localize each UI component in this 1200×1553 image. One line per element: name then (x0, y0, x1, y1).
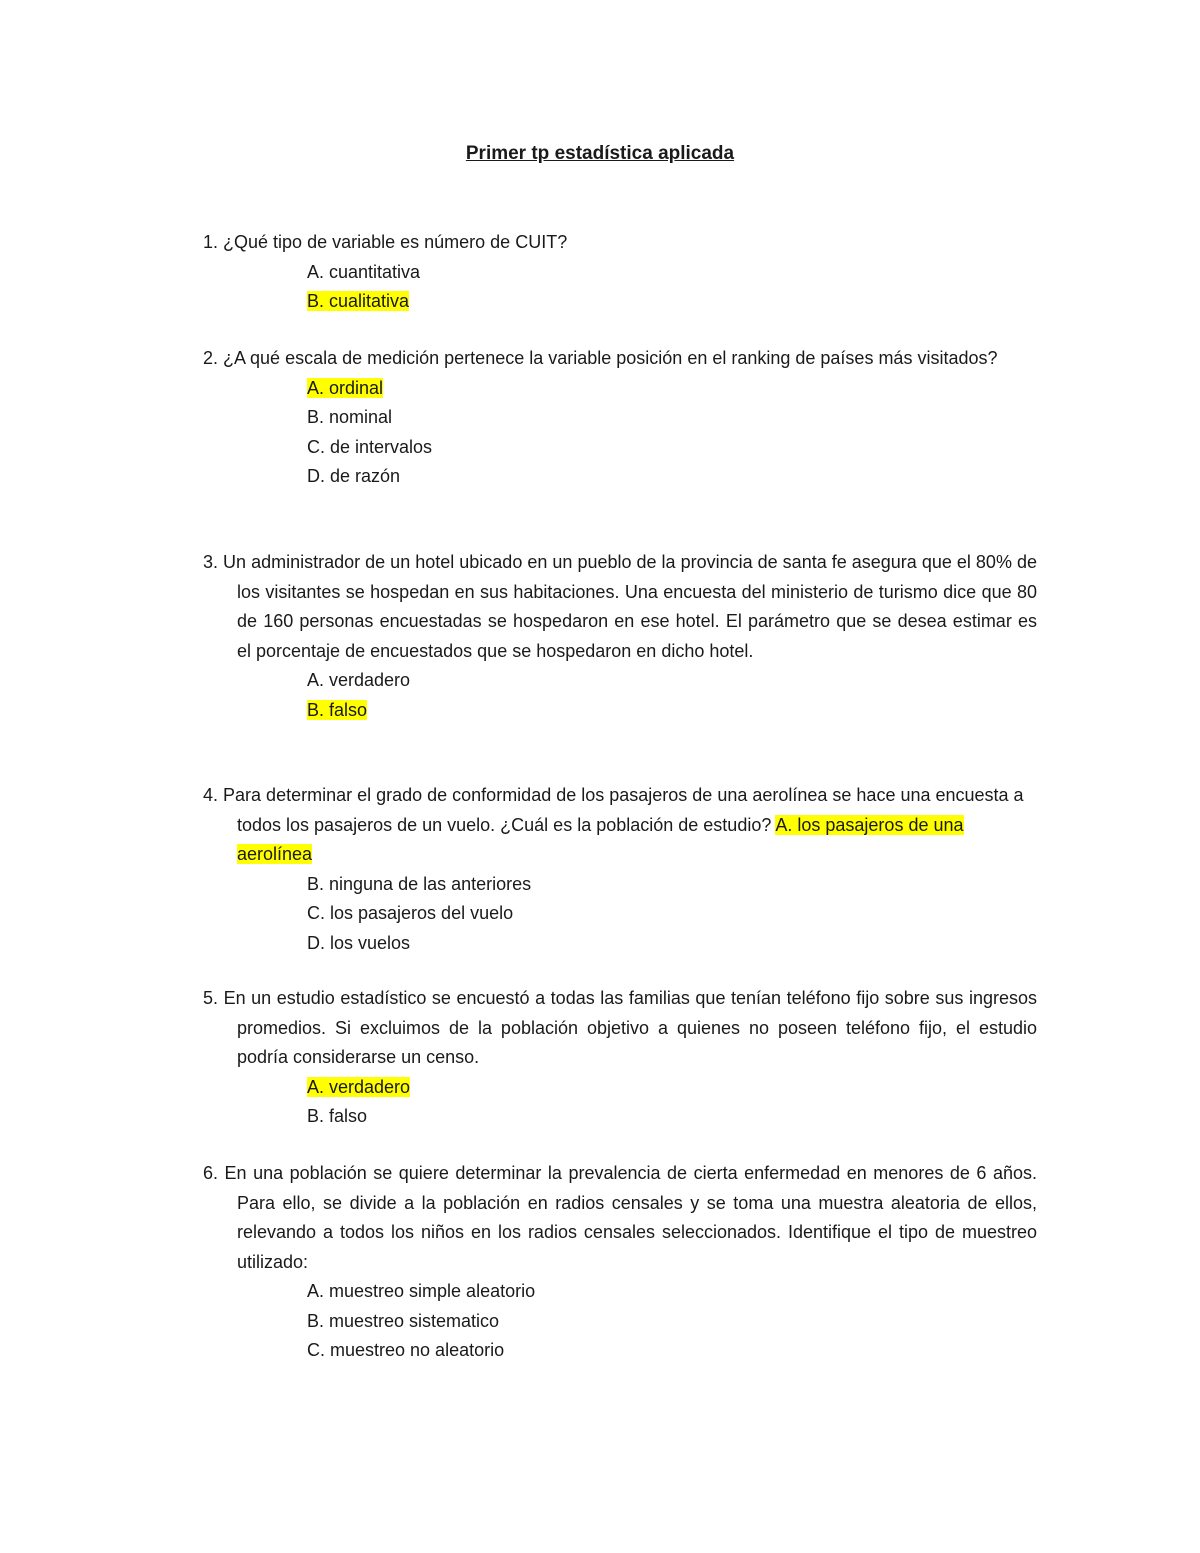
question-stem (203, 781, 1037, 870)
question-text: ¿A qué escala de medición pertenece la variable posición en el ranking de países más visitados? (223, 348, 998, 368)
question-text: Un administrador de un hotel ubicado en un pueblo de la provincia de santa fe asegura que el 80% de los visitantes se hospedan en sus habitaciones. Una encuesta del ministerio de turismo dice que 80 de 160 personas encuestadas se hospedaron en ese hotel. El parámetro que se desea estimar es el porcentaje de encuestados que se hospedaron en dicho hotel. (223, 552, 1037, 661)
answer-option: D. los vuelos (307, 932, 411, 953)
question-1 (203, 228, 1037, 317)
question-number: 6. (203, 1163, 219, 1183)
answer-option: C. los pasajeros del vuelo (307, 903, 514, 923)
inline-answer-highlighted: A. los pasajeros de una aerolínea (237, 814, 964, 864)
answer-option: C. muestreo no aleatorio (307, 1340, 505, 1360)
question-number: 2. (203, 348, 219, 368)
question-number: 3. (203, 552, 219, 572)
question-stem (203, 984, 1037, 1073)
question-number: 1. (203, 232, 219, 252)
question-5 (203, 984, 1037, 1132)
answer-option-highlighted: B. cualitativa (307, 291, 410, 311)
question-text: En un estudio estadístico se encuestó a todas las familias que tenían teléfono fijo sobre sus ingresos promedios. Si excluimos de la población objetivo a quienes no poseen teléfono fijo, el estudio podría considerarse un censo. (223, 988, 1037, 1067)
question-number: 4. (203, 785, 219, 805)
question-text: Para determinar el grado de conformidad de los pasajeros de una aerolínea se hace una encuesta a todos los pasajeros de un vuelo. ¿Cuál es la población de estudio? (223, 785, 1024, 835)
question-2 (203, 344, 1037, 492)
answer-option: B. muestreo sistematico (307, 1310, 500, 1331)
answer-option: B. ninguna de las anteriores (307, 873, 532, 894)
answer-option-highlighted: B. falso (307, 699, 368, 720)
question-stem (203, 344, 1037, 374)
question-stem (203, 1159, 1037, 1277)
answer-option: B. nominal (307, 407, 393, 427)
question-number: 5. (203, 988, 219, 1008)
question-6 (203, 1159, 1037, 1366)
question-4 (203, 781, 1037, 958)
answer-option: D. de razón (307, 466, 401, 486)
answer-option: B. falso (307, 1106, 368, 1126)
answer-option: C. de intervalos (307, 436, 433, 457)
question-text: ¿Qué tipo de variable es número de CUIT? (223, 232, 568, 252)
question-3 (203, 548, 1037, 725)
question-text: En una población se quiere determinar la prevalencia de cierta enfermedad en menores de 6 años. Para ello, se divide a la población en radios censales y se toma una muestra aleatoria de ellos, relevando a todos los niños en los radios censales seleccionados. Identifique el tipo de muestreo utilizado: (224, 1163, 1037, 1272)
answer-option: A. cuantitativa (307, 261, 421, 282)
answer-option-highlighted: A. verdadero (307, 1076, 411, 1097)
answer-option: A. verdadero (307, 670, 411, 690)
question-stem (203, 548, 1037, 666)
question-stem (203, 228, 1037, 258)
answer-option-highlighted: A. ordinal (307, 377, 384, 398)
document-title: Primer tp estadística aplicada (465, 143, 735, 164)
answer-option: A. muestreo simple aleatorio (307, 1281, 536, 1301)
